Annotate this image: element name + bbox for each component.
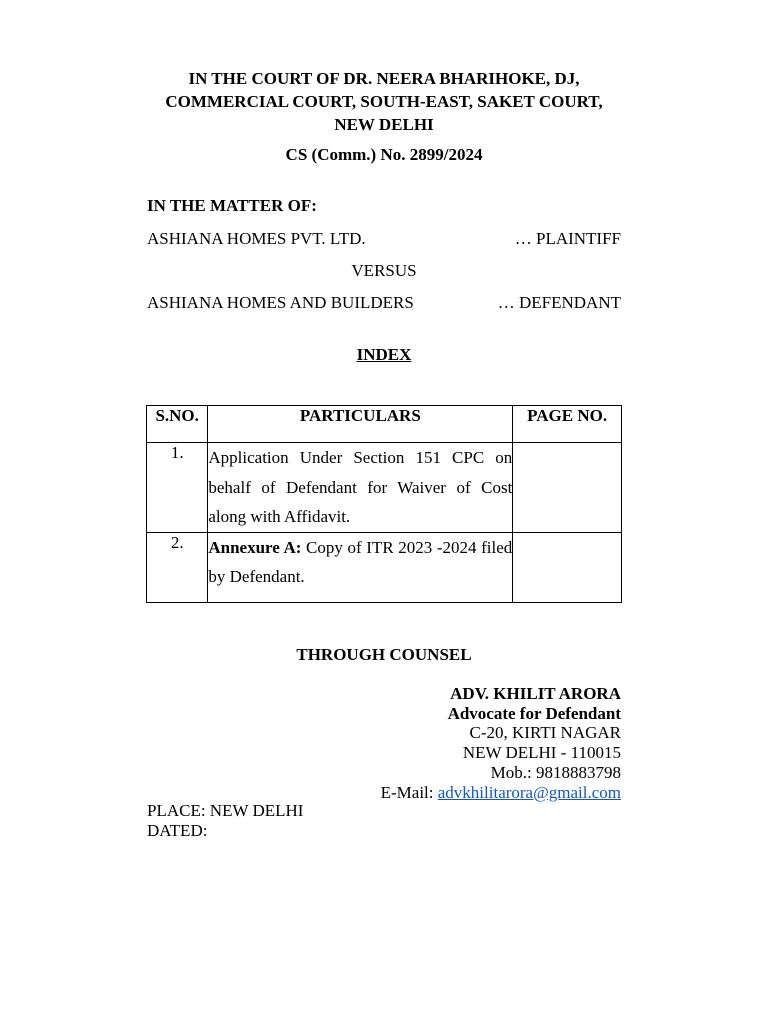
row-sno: 1. <box>147 443 208 533</box>
defendant-role: … DEFENDANT <box>497 293 621 312</box>
row-page-no <box>513 443 622 533</box>
email-link[interactable]: advkhilitarora@gmail.com <box>437 782 621 802</box>
index-title: INDEX <box>356 345 412 364</box>
email-label: E-Mail: <box>380 782 438 802</box>
row-page-no <box>513 532 622 602</box>
court-line-3: NEW DELHI <box>334 115 434 134</box>
place-label: PLACE: NEW DELHI <box>147 801 304 820</box>
plaintiff-row <box>147 229 621 249</box>
table-row <box>147 532 622 602</box>
row-particulars-prefix: Annexure A: <box>208 537 302 557</box>
counsel-address-line-1: C-20, KIRTI NAGAR <box>469 723 621 743</box>
column-header-sno: S.NO. <box>147 406 208 443</box>
versus-label: VERSUS <box>351 261 417 280</box>
counsel-address-line-2: NEW DELHI - 110015 <box>462 743 621 763</box>
row-particulars-text: Application Under Section 151 CPC on behalf of Defendant for Waiver of Cost along with Affidavit. <box>208 448 513 526</box>
table-row <box>147 443 622 533</box>
row-particulars <box>208 443 513 533</box>
court-line-1: IN THE COURT OF DR. NEERA BHARIHOKE, DJ, <box>188 69 580 88</box>
dated-label: DATED: <box>147 821 208 840</box>
row-sno: 2. <box>147 532 208 602</box>
counsel-designation: Advocate for Defendant <box>447 703 621 723</box>
counsel-email-line <box>381 783 621 803</box>
counsel-mobile: Mob.: 9818883798 <box>490 762 621 782</box>
plaintiff-role: … PLAINTIFF <box>514 229 621 248</box>
counsel-signature-block <box>381 684 621 802</box>
row-particulars-text: Copy of ITR 2023 -2024 filed by Defendant. <box>208 537 513 586</box>
column-header-page-no: PAGE NO. <box>513 406 622 443</box>
index-table <box>146 405 622 603</box>
plaintiff-name: ASHIANA HOMES PVT. LTD. <box>147 229 366 248</box>
court-line-2: COMMERCIAL COURT, SOUTH-EAST, SAKET COURT, <box>165 92 603 111</box>
counsel-name: ADV. KHILIT ARORA <box>450 684 621 703</box>
table-header-row <box>147 406 622 443</box>
column-header-particulars: PARTICULARS <box>208 406 513 443</box>
court-heading <box>140 67 628 136</box>
defendant-row <box>147 293 621 313</box>
defendant-name: ASHIANA HOMES AND BUILDERS <box>147 293 414 312</box>
place-date-block <box>147 801 303 841</box>
row-particulars <box>208 532 513 602</box>
case-number: CS (Comm.) No. 2899/2024 <box>285 145 483 164</box>
through-counsel-heading: THROUGH COUNSEL <box>296 645 472 664</box>
matter-heading: IN THE MATTER OF: <box>147 196 317 215</box>
